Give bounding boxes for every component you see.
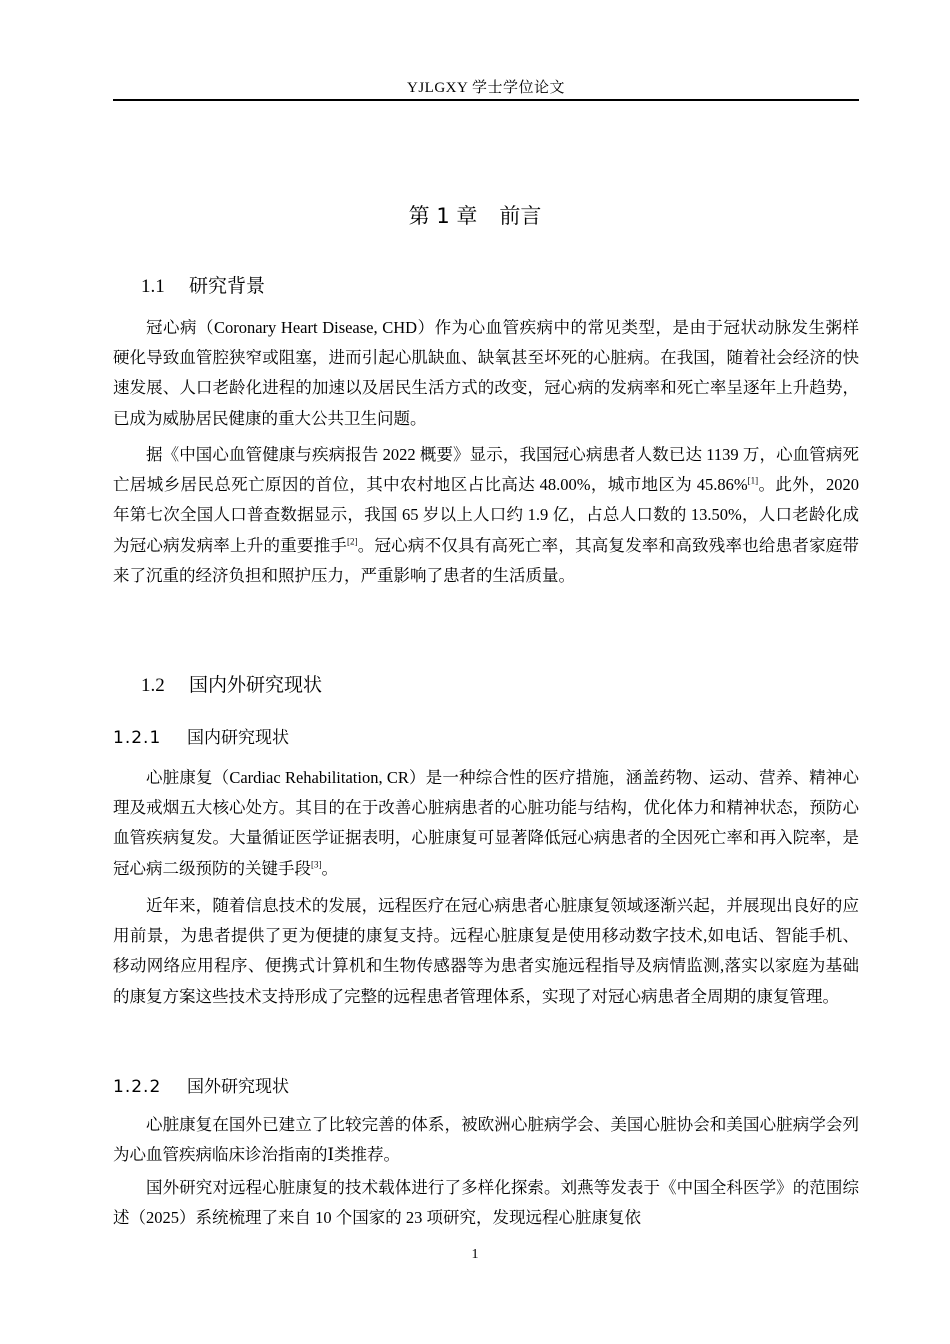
paragraph-text: 心脏康复（Cardiac Rehabilitation, CR）是一种综合性的医疗措施，涵盖药物、运动、营养、精神心理及戒烟五大核心处方。其目的在于改善心脏病患者的心脏功能与结构，优化体力和精神状态，预防心血管疾病复发。大量循证医学证据表明，心脏康复可显著降低冠心病患者的全因死亡率和再入院率，是冠心病二级预防的关键手段 (113, 768, 859, 878)
chapter-number: 第 1 章 (408, 204, 478, 228)
paragraph-text: 。此外，2020 年第七次全国人口普查数据显示，我国 65 岁以上人口约 1.9 亿，占总人口数的 13.50%，人口老龄化成为冠心病发病率上升的重要推手 (113, 475, 860, 555)
paragraph-foreign-2: 国外研究对远程心脏康复的技术载体进行了多样化探索。刘燕等发表于《中国全科医学》的范围综述（2025）系统梳理了来自 10 个国家的 23 项研究，发现远程心脏康复依 (113, 1178, 859, 1228)
chapter-title (0, 200, 950, 230)
paragraph-background-2 (113, 440, 859, 591)
paragraph-text: 。 (321, 858, 338, 878)
paragraph-domestic-1 (113, 763, 859, 884)
section-number: 1.2 (141, 675, 165, 696)
header-rule (113, 99, 859, 101)
subsection-title: 国外研究现状 (187, 1077, 289, 1097)
citation-1: [1] (747, 475, 759, 486)
citation-2: [2] (347, 536, 358, 547)
section-heading-1-2 (141, 670, 322, 697)
subsection-number: 1.2.2 (113, 1077, 162, 1097)
paragraph-domestic-2: 近年来，随着信息技术的发展，远程医疗在冠心病患者心脏康复领域逐渐兴起，并展现出良好的应用前景，为患者提供了更为便捷的康复支持。远程心脏康复是使用移动数字技术,如电话、智能手机、移动网络应用程序、便携式计算机和生物传感器等为患者实施远程指导及病情监测,落实以家庭为基础的康复方案这些技术支持形成了完整的远程患者管理体系，实现了对冠心病患者全周期的康复管理。 (113, 896, 859, 1006)
paragraph-text: 据《中国心血管健康与疾病报告 2022 概要》显示，我国冠心病患者人数已达 1139 万，心血管病死亡居城乡居民总死亡原因的首位，其中农村地区占比高达 48.00%，城市地区为 45.86% (113, 445, 859, 495)
section-title: 国内外研究现状 (189, 674, 323, 696)
running-header: YJLGXY 学士学位论文 (406, 80, 566, 96)
paragraph-text: 。冠心病不仅具有高死亡率，其高复发率和高致残率也给患者家庭带来了沉重的经济负担和照护压力，严重影响了患者的生活质量。 (113, 535, 860, 585)
subsection-heading-1-2-1 (113, 723, 289, 748)
section-heading-1-1 (141, 271, 265, 298)
page-number: 1 (471, 1247, 479, 1262)
subsection-title: 国内研究现状 (187, 728, 289, 748)
citation-3: [3] (311, 859, 322, 870)
subsection-number: 1.2.1 (113, 728, 162, 748)
chapter-name: 前言 (499, 204, 542, 228)
paragraph-foreign-1: 心脏康复在国外已建立了比较完善的体系，被欧洲心脏病学会、美国心脏协会和美国心脏病学会列为心血管疾病临床诊治指南的Ⅰ类推荐。 (113, 1115, 859, 1165)
section-number: 1.1 (141, 276, 165, 297)
section-title: 研究背景 (189, 275, 266, 297)
subsection-heading-1-2-2 (113, 1072, 289, 1097)
paragraph-background-1: 冠心病（Coronary Heart Disease, CHD）作为心血管疾病中的常见类型，是由于冠状动脉发生粥样硬化导致血管腔狭窄或阻塞，进而引起心肌缺血、缺氧甚至坏死的心脏病。在我国，随着社会经济的快速发展、人口老龄化进程的加速以及居民生活方式的改变，冠心病的发病率和死亡率呈逐年上升趋势，已成为威胁居民健康的重大公共卫生问题。 (113, 318, 859, 428)
